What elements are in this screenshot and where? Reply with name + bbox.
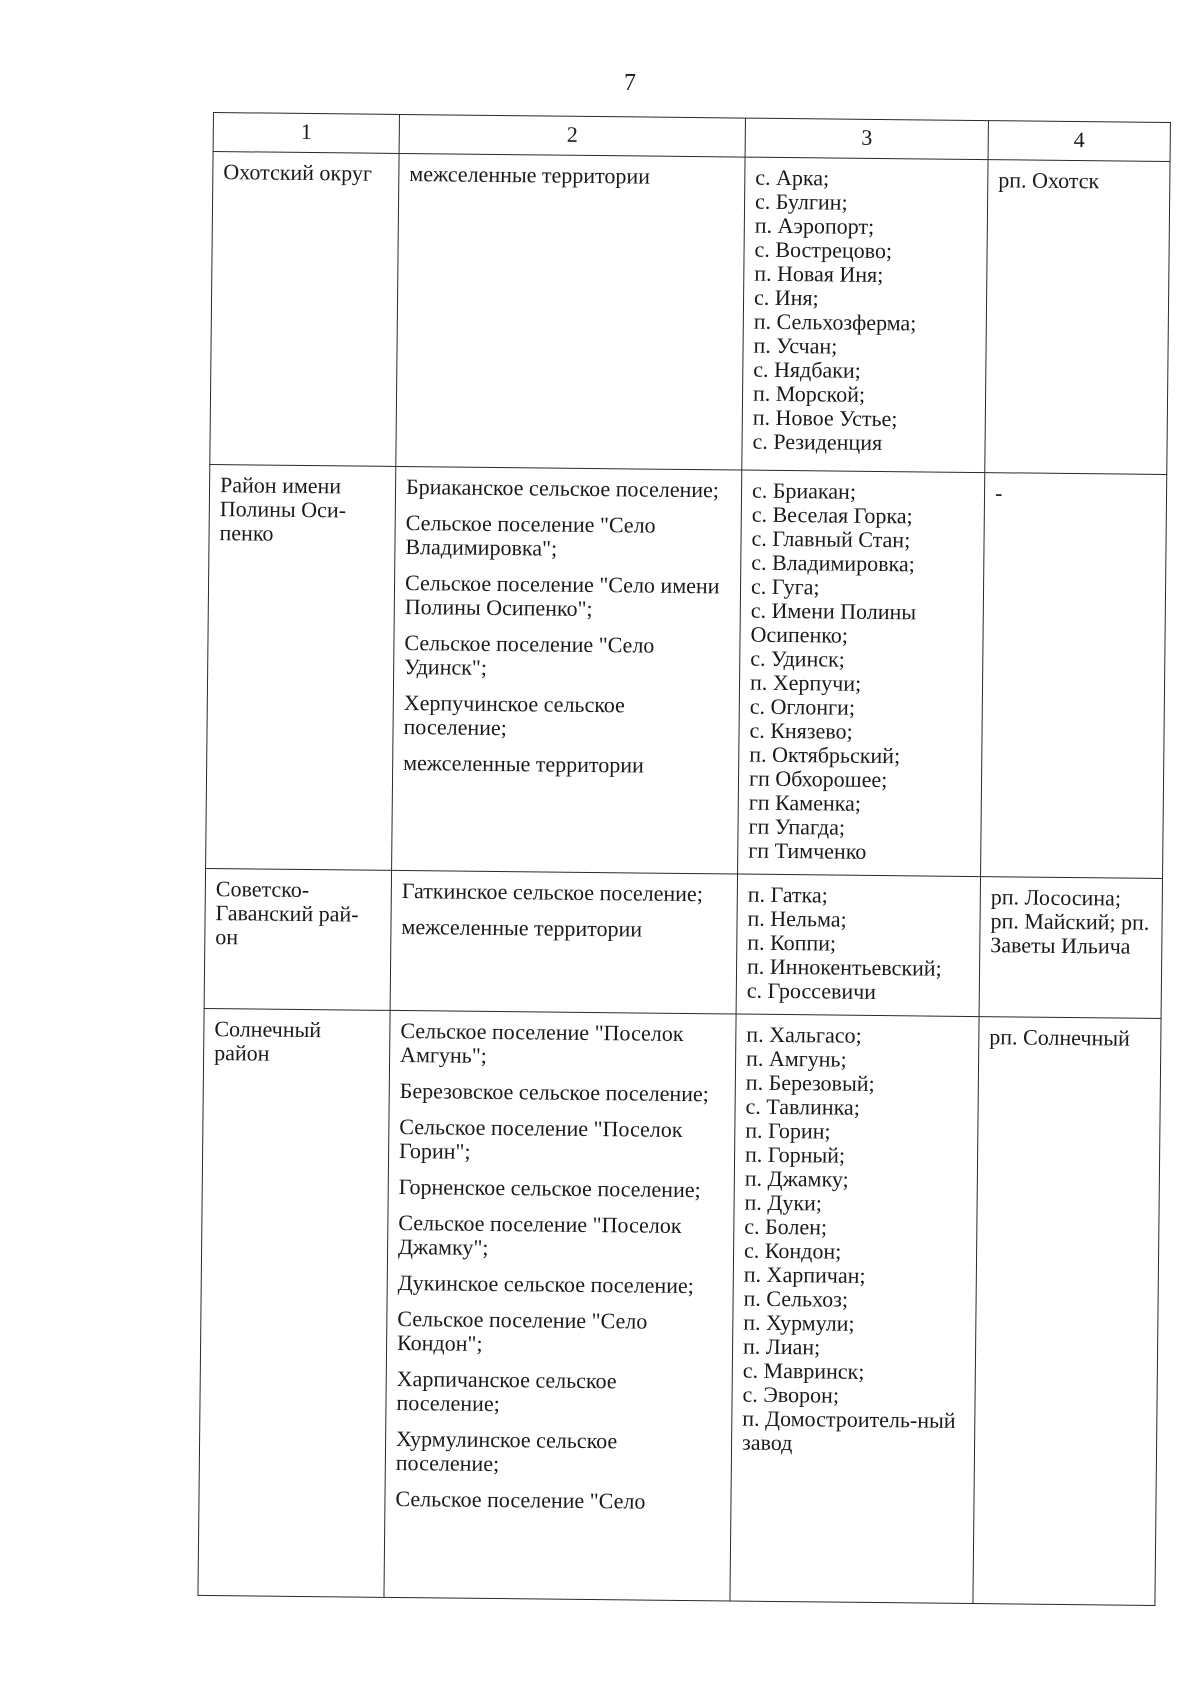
locality-item: с. Нядбаки; [753, 356, 861, 383]
settlement-item: Сельское поселение "Село Удинск"; [404, 630, 655, 680]
settlement-item: Сельское поселение "Село Кондон"; [396, 1305, 648, 1356]
locality-item: гп Упагда; [748, 813, 846, 840]
locality-item: с. Имени Полины Осипенко; [750, 597, 917, 648]
locality-item: с. Гроссевичи [746, 977, 877, 1004]
locality-item: с. Вострецово; [754, 236, 893, 264]
locality-item: с. Владимировка; [751, 549, 915, 577]
locality-item: п. Амгунь; [745, 1045, 847, 1072]
locality-item: п. Хальгасо; [746, 1021, 862, 1048]
district-cell: Район имени Полины Оси-пенко [206, 464, 396, 870]
locality-item: с. Удинск; [750, 645, 846, 672]
locality-item: п. Новая Иня; [754, 260, 884, 288]
district-cell: Охотский округ [210, 152, 399, 467]
locality-item: с. Веселая Горка; [751, 501, 913, 529]
locality-item: гп Тимченко [748, 837, 867, 864]
locality-item: с. Тавлинка; [745, 1093, 861, 1120]
locality-item: п. Морской; [752, 380, 866, 407]
locality-item: п. Дуки; [744, 1189, 823, 1216]
settlement-item: Сельское поселение "Село имени Полины Осипенко"; [404, 570, 720, 622]
locality-item: с. Главный Стан; [751, 525, 911, 553]
locality-item: с. Эворон; [742, 1381, 840, 1408]
column-header: 4 [988, 121, 1170, 162]
locality-item: п. Березовый; [745, 1069, 875, 1096]
locality-item: гп Каменка; [748, 789, 862, 816]
locality-item: п. Нельма; [747, 905, 847, 932]
settlement-item: Бриаканское сельское поселение; [405, 474, 720, 503]
localities-cell [738, 470, 985, 877]
locality-item: с. Бриакан; [751, 477, 857, 504]
settlement-item: Сельское поселение "Поселок Джамку"; [397, 1210, 682, 1260]
settlement-item: Херпучинское сельское поселение; [403, 690, 626, 741]
locality-item: гп Обхорошее; [748, 765, 888, 793]
locality-item: с. Князево; [749, 717, 853, 744]
locality-item: п. Гатка; [747, 881, 828, 908]
locality-item: с. Болен; [744, 1213, 828, 1240]
column-header: 2 [399, 114, 745, 157]
locality-item: с. Иня; [753, 284, 819, 311]
admin-center-cell: рп. Лососина; рп. Майский; рп. Заветы Ильича [979, 877, 1162, 1019]
settlements-cell [396, 153, 745, 470]
locality-item: п. Домостроитель-ный завод [741, 1405, 956, 1456]
locality-item: п. Лиан; [742, 1333, 821, 1360]
locality-item: с. Мавринск; [742, 1357, 865, 1384]
table-row [210, 152, 1170, 475]
territories-table [197, 112, 1170, 1606]
locality-item: п. Горин; [745, 1117, 831, 1144]
admin-center-cell: - [981, 473, 1167, 879]
settlement-item: Сельское поселение "Село [395, 1485, 646, 1514]
locality-item: п. Сельхоз; [743, 1285, 849, 1312]
column-header: 1 [213, 113, 399, 154]
settlement-item: Горненское сельское поселение; [398, 1174, 701, 1203]
locality-item: п. Джамку; [744, 1165, 849, 1192]
locality-item: п. Хурмули; [743, 1309, 855, 1336]
settlement-item: Сельское поселение "Поселок Горин"; [399, 1114, 683, 1164]
locality-item: с. Резиденция [752, 428, 883, 456]
page-number: 7 [624, 70, 636, 96]
admin-center-cell: рп. Охотск [985, 160, 1170, 475]
locality-item: с. Булгин; [754, 188, 848, 215]
column-header: 3 [745, 118, 988, 160]
localities-cell [736, 874, 980, 1017]
locality-item: с. Кондон; [743, 1237, 842, 1264]
settlement-item: Дукинское сельское поселение; [397, 1269, 694, 1299]
locality-item: п. Аэропорт; [754, 212, 875, 239]
settlement-item: Харпичанское сельское поселение; [396, 1365, 617, 1417]
locality-item: п. Коппи; [747, 929, 837, 956]
settlement-item: Гаткинское сельское поселение; [401, 878, 704, 907]
settlement-item: Березовское сельское поселение; [399, 1078, 709, 1107]
settlement-item: межселенные территории [409, 161, 651, 189]
locality-item: п. Херпучи; [749, 669, 862, 696]
locality-item: п. Октябрьский; [749, 741, 901, 769]
locality-item: п. Горный; [744, 1141, 846, 1168]
district-cell: Советско-Гаванский рай-он [204, 868, 391, 1010]
locality-item: п. Сельхозферма; [753, 308, 917, 336]
locality-item: п. Иннокентьевский; [746, 953, 942, 981]
district-cell: Солнечный район [198, 1008, 390, 1597]
settlements-cell [392, 466, 742, 874]
locality-item: с. Оглонги; [749, 693, 856, 720]
locality-item: п. Харпичан; [743, 1261, 866, 1288]
settlements-cell [384, 1010, 736, 1601]
localities-cell [742, 157, 988, 473]
table-row [206, 464, 1167, 878]
admin-center-cell: рп. Солнечный [973, 1017, 1161, 1606]
locality-item: с. Арка; [755, 164, 830, 191]
table-row [198, 1008, 1161, 1605]
settlements-cell [390, 870, 737, 1014]
settlement-item: межселенные территории [403, 750, 644, 778]
settlement-item: Хурмулинское сельское поселение; [395, 1425, 618, 1477]
table-row [204, 868, 1162, 1018]
settlement-item: Сельское поселение "Поселок Амгунь"; [400, 1018, 684, 1068]
settlement-item: межселенные территории [401, 914, 643, 942]
locality-item: п. Новое Устье; [752, 404, 898, 432]
localities-cell [730, 1014, 979, 1604]
locality-item: с. Гуга; [750, 573, 820, 600]
settlement-item: Сельское поселение "Село Владимировка"; [405, 510, 656, 561]
locality-item: п. Усчан; [753, 332, 838, 359]
